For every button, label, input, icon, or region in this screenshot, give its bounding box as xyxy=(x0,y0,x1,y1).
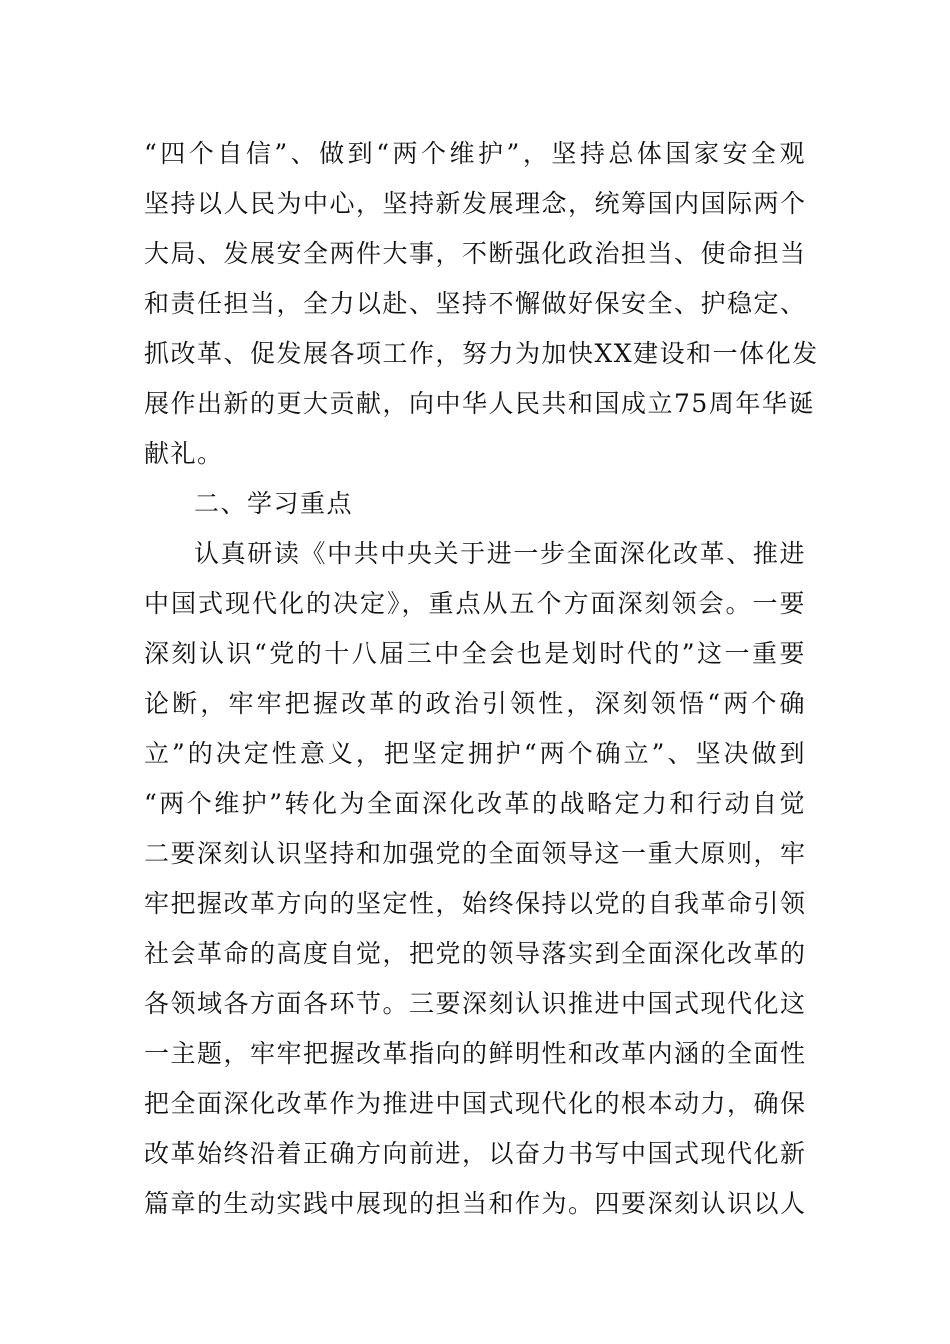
body-text-line: 献礼。 xyxy=(144,439,224,468)
body-text-line: 牢把握改革方向的坚定性，始终保持以党的自我革命引领 xyxy=(144,889,807,918)
body-text-line: 展作出新的更大贡献，向中华人民共和国成立75周年华诞 xyxy=(144,389,815,418)
body-text-line: 坚持以人民为中心，坚持新发展理念，统筹国内国际两个 xyxy=(144,189,807,218)
body-text-line: 改革始终沿着正确方向前进，以奋力书写中国式现代化新 xyxy=(144,1139,807,1168)
body-text-line: 立”的决定性意义，把坚定拥护“两个确立”、坚决做到 xyxy=(144,739,806,768)
body-text-line: 中国式现代化的决定》，重点从五个方面深刻领会。一要 xyxy=(144,589,806,618)
body-text-line: 深刻认识“党的十八届三中全会也是划时代的”这一重要 xyxy=(144,639,806,668)
body-text-line: 一主题，牢牢把握改革指向的鲜明性和改革内涵的全面性 xyxy=(144,1039,807,1068)
body-text-line: 二要深刻认识坚持和加强党的全面领导这一重大原则，牢 xyxy=(144,839,807,868)
body-text-line: 抓改革、促发展各项工作，努力为加快XX建设和一体化发 xyxy=(144,339,819,368)
section-heading: 二、学习重点 xyxy=(194,489,354,518)
body-text-line: 社会革命的高度自觉，把党的领导落实到全面深化改革的 xyxy=(144,939,807,968)
body-text-line: 和责任担当，全力以赴、坚持不懈做好保安全、护稳定、 xyxy=(144,289,807,318)
body-text-line: 把全面深化改革作为推进中国式现代化的根本动力，确保 xyxy=(144,1089,807,1118)
body-text-line: 篇章的生动实践中展现的担当和作为。四要深刻认识以人 xyxy=(144,1189,807,1218)
body-text-line: 各领域各方面各环节。三要深刻认识推进中国式现代化这 xyxy=(144,989,807,1018)
body-text-line: “四个自信”、做到“两个维护”，坚持总体国家安全观 xyxy=(144,139,806,168)
body-text-line: “两个维护”转化为全面深化改革的战略定力和行动自觉 xyxy=(144,789,806,818)
body-text-line: 大局、发展安全两件大事，不断强化政治担当、使命担当 xyxy=(144,239,807,268)
body-text-line: 论断，牢牢把握改革的政治引领性，深刻领悟“两个确 xyxy=(144,689,806,718)
paragraph-first-line: 认真研读《中共中央关于进一步全面深化改革、推进 xyxy=(194,539,806,568)
